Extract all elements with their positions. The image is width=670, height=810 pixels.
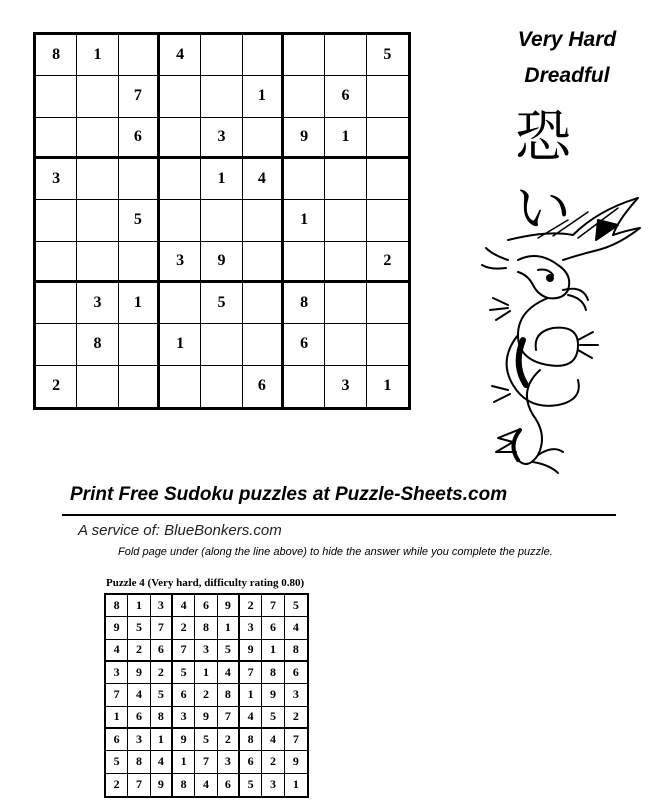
puzzle-cell[interactable] — [119, 366, 160, 407]
puzzle-cell[interactable]: 6 — [325, 76, 366, 117]
puzzle-cell[interactable] — [325, 283, 366, 324]
puzzle-cell[interactable]: 3 — [160, 242, 201, 283]
answer-cell: 8 — [218, 684, 240, 706]
answer-cell: 2 — [173, 617, 195, 639]
puzzle-cell[interactable]: 2 — [36, 366, 77, 407]
answer-cell: 1 — [218, 617, 240, 639]
puzzle-cell[interactable]: 8 — [36, 35, 77, 76]
puzzle-cell[interactable] — [243, 324, 284, 365]
answer-cell: 1 — [173, 751, 195, 773]
puzzle-cell[interactable] — [36, 118, 77, 159]
puzzle-cell[interactable] — [284, 35, 325, 76]
answer-cell: 2 — [128, 640, 150, 662]
puzzle-cell[interactable] — [367, 283, 408, 324]
answer-cell: 3 — [173, 707, 195, 729]
puzzle-cell[interactable] — [77, 366, 118, 407]
puzzle-cell[interactable] — [36, 200, 77, 241]
answer-cell: 2 — [285, 707, 307, 729]
answer-cell: 4 — [285, 617, 307, 639]
answer-cell: 6 — [128, 707, 150, 729]
answer-cell: 9 — [218, 595, 240, 617]
answer-cell: 7 — [195, 751, 217, 773]
puzzle-cell[interactable] — [36, 242, 77, 283]
puzzle-cell[interactable] — [160, 159, 201, 200]
puzzle-cell[interactable]: 5 — [119, 200, 160, 241]
answer-cell: 3 — [106, 662, 128, 684]
answer-cell: 7 — [128, 774, 150, 796]
answer-cell: 8 — [128, 751, 150, 773]
answer-cell: 1 — [195, 662, 217, 684]
puzzle-cell[interactable] — [243, 283, 284, 324]
answer-cell: 3 — [262, 774, 284, 796]
answer-cell: 7 — [218, 707, 240, 729]
promo-text: Print Free Sudoku puzzles at Puzzle-Sheets.com — [70, 484, 508, 505]
puzzle-cell[interactable]: 8 — [284, 283, 325, 324]
puzzle-cell[interactable]: 1 — [243, 76, 284, 117]
puzzle-cell[interactable] — [119, 159, 160, 200]
answer-cell: 2 — [240, 595, 262, 617]
answer-cell: 4 — [218, 662, 240, 684]
puzzle-cell[interactable]: 8 — [77, 324, 118, 365]
puzzle-cell[interactable]: 5 — [201, 283, 242, 324]
puzzle-cell[interactable]: 5 — [367, 35, 408, 76]
answer-cell: 3 — [195, 640, 217, 662]
answer-cell: 5 — [240, 774, 262, 796]
answer-cell: 2 — [218, 729, 240, 751]
answer-cell: 6 — [240, 751, 262, 773]
puzzle-cell[interactable]: 2 — [367, 242, 408, 283]
answer-cell: 9 — [128, 662, 150, 684]
answer-cell: 4 — [151, 751, 173, 773]
puzzle-cell[interactable] — [201, 366, 242, 407]
answer-cell: 7 — [240, 662, 262, 684]
puzzle-cell[interactable] — [325, 35, 366, 76]
answer-cell: 4 — [195, 774, 217, 796]
puzzle-cell[interactable]: 6 — [284, 324, 325, 365]
answer-cell: 8 — [151, 707, 173, 729]
puzzle-cell[interactable] — [119, 242, 160, 283]
puzzle-cell[interactable]: 1 — [160, 324, 201, 365]
answer-cell: 6 — [262, 617, 284, 639]
puzzle-cell[interactable]: 9 — [201, 242, 242, 283]
answer-cell: 5 — [106, 751, 128, 773]
puzzle-cell[interactable] — [367, 159, 408, 200]
answer-cell: 8 — [195, 617, 217, 639]
answer-cell: 7 — [262, 595, 284, 617]
answer-cell: 4 — [106, 640, 128, 662]
puzzle-cell[interactable]: 3 — [36, 159, 77, 200]
answer-cell: 1 — [240, 684, 262, 706]
puzzle-cell[interactable] — [119, 324, 160, 365]
answer-cell: 5 — [218, 640, 240, 662]
answer-cell: 3 — [240, 617, 262, 639]
answer-cell: 8 — [262, 662, 284, 684]
puzzle-cell[interactable] — [36, 324, 77, 365]
puzzle-cell[interactable] — [77, 76, 118, 117]
puzzle-cell[interactable]: 1 — [383, 377, 392, 395]
puzzle-cell[interactable]: 7 — [119, 76, 160, 117]
answer-cell: 5 — [128, 617, 150, 639]
answer-cell: 5 — [151, 684, 173, 706]
answer-cell: 3 — [285, 684, 307, 706]
answer-cell: 4 — [128, 684, 150, 706]
answer-cell: 9 — [151, 774, 173, 796]
puzzle-cell[interactable] — [325, 242, 366, 283]
answer-cell: 3 — [218, 751, 240, 773]
answer-cell: 1 — [262, 640, 284, 662]
puzzle-cell[interactable] — [160, 76, 201, 117]
answer-cell: 3 — [128, 729, 150, 751]
service-credit: A service of: BlueBonkers.com — [78, 522, 282, 539]
puzzle-cell[interactable] — [160, 283, 201, 324]
answer-cell: 7 — [151, 617, 173, 639]
answer-cell: 9 — [106, 617, 128, 639]
puzzle-cell[interactable] — [77, 159, 118, 200]
puzzle-cell[interactable] — [119, 35, 160, 76]
answer-cell: 6 — [195, 595, 217, 617]
puzzle-cell[interactable]: 6 — [243, 366, 284, 407]
puzzle-cell[interactable] — [201, 76, 242, 117]
answer-cell: 4 — [240, 707, 262, 729]
puzzle-cell[interactable] — [201, 324, 242, 365]
puzzle-cell[interactable]: 1 — [119, 283, 160, 324]
answer-cell: 9 — [262, 684, 284, 706]
answer-cell: 5 — [173, 662, 195, 684]
answer-cell: 8 — [173, 774, 195, 796]
puzzle-cell[interactable]: 6 — [119, 118, 160, 159]
dragon-illustration — [478, 190, 648, 475]
puzzle-cell[interactable]: 1 — [325, 118, 366, 159]
answer-cell: 2 — [262, 751, 284, 773]
puzzle-cell[interactable]: 4 — [243, 159, 284, 200]
puzzle-cell[interactable] — [325, 324, 366, 365]
puzzle-cell[interactable] — [367, 118, 408, 159]
puzzle-cell[interactable] — [160, 118, 201, 159]
puzzle-cell[interactable] — [367, 76, 408, 117]
answer-cell: 2 — [106, 774, 128, 796]
fold-instructions: Fold page under (along the line above) to hide the answer while you complete the puzzle. — [118, 546, 553, 558]
puzzle-cell[interactable] — [36, 76, 77, 117]
sudoku-answer-grid — [104, 593, 309, 798]
puzzle-cell[interactable] — [243, 118, 284, 159]
answer-cell: 1 — [128, 595, 150, 617]
answer-cell: 2 — [151, 662, 173, 684]
answer-caption: Puzzle 4 (Very hard, difficulty rating 0.80) — [106, 577, 305, 589]
answer-cell: 1 — [151, 729, 173, 751]
answer-cell: 6 — [106, 729, 128, 751]
fold-line — [62, 514, 616, 516]
puzzle-cell[interactable] — [284, 366, 325, 407]
answer-cell: 6 — [173, 684, 195, 706]
puzzle-cell[interactable] — [243, 35, 284, 76]
puzzle-cell[interactable]: 3 — [325, 366, 366, 407]
puzzle-cell[interactable] — [325, 200, 366, 241]
puzzle-cell[interactable] — [284, 242, 325, 283]
puzzle-cell[interactable] — [367, 200, 408, 241]
puzzle-cell[interactable] — [243, 200, 284, 241]
answer-cell: 8 — [240, 729, 262, 751]
answer-cell: 5 — [262, 707, 284, 729]
kanji-character-fear: 恐 — [515, 105, 571, 170]
puzzle-cell[interactable] — [325, 159, 366, 200]
puzzle-cell[interactable]: 1 — [77, 35, 118, 76]
answer-cell: 9 — [173, 729, 195, 751]
puzzle-cell[interactable]: 4 — [160, 35, 201, 76]
answer-cell: 4 — [173, 595, 195, 617]
answer-cell: 3 — [151, 595, 173, 617]
answer-cell: 6 — [151, 640, 173, 662]
answer-cell: 8 — [106, 595, 128, 617]
answer-cell: 9 — [195, 707, 217, 729]
puzzle-cell[interactable] — [36, 283, 77, 324]
puzzle-cell[interactable] — [77, 242, 118, 283]
puzzle-cell[interactable] — [77, 200, 118, 241]
answer-cell: 9 — [240, 640, 262, 662]
answer-cell: 6 — [218, 774, 240, 796]
answer-cell: 5 — [195, 729, 217, 751]
puzzle-cell[interactable]: 3 — [201, 118, 242, 159]
answer-cell: 5 — [285, 595, 307, 617]
puzzle-cell[interactable] — [201, 35, 242, 76]
sudoku-puzzle-grid — [33, 32, 411, 410]
answer-cell: 7 — [285, 729, 307, 751]
answer-cell: 6 — [285, 662, 307, 684]
answer-cell: 7 — [106, 684, 128, 706]
answer-cell: 7 — [173, 640, 195, 662]
puzzle-cell[interactable] — [284, 159, 325, 200]
difficulty-label: Very Hard — [517, 28, 617, 51]
puzzle-cell[interactable] — [160, 366, 201, 407]
puzzle-cell[interactable] — [77, 118, 118, 159]
answer-cell: 8 — [285, 640, 307, 662]
puzzle-cell[interactable] — [367, 324, 408, 365]
puzzle-cell[interactable]: 1 — [201, 159, 242, 200]
puzzle-cell[interactable] — [201, 200, 242, 241]
answer-cell: 1 — [106, 707, 128, 729]
difficulty-sublabel: Dreadful — [524, 64, 610, 87]
puzzle-cell[interactable]: 9 — [284, 118, 325, 159]
puzzle-cell[interactable] — [160, 200, 201, 241]
answer-cell: 2 — [195, 684, 217, 706]
puzzle-cell[interactable] — [243, 242, 284, 283]
kanji-character-i: い — [515, 177, 571, 242]
answer-cell: 1 — [292, 777, 299, 792]
answer-cell: 4 — [262, 729, 284, 751]
puzzle-cell[interactable]: 3 — [77, 283, 118, 324]
puzzle-cell[interactable] — [284, 76, 325, 117]
puzzle-cell[interactable]: 1 — [284, 200, 325, 241]
answer-cell: 9 — [285, 751, 307, 773]
